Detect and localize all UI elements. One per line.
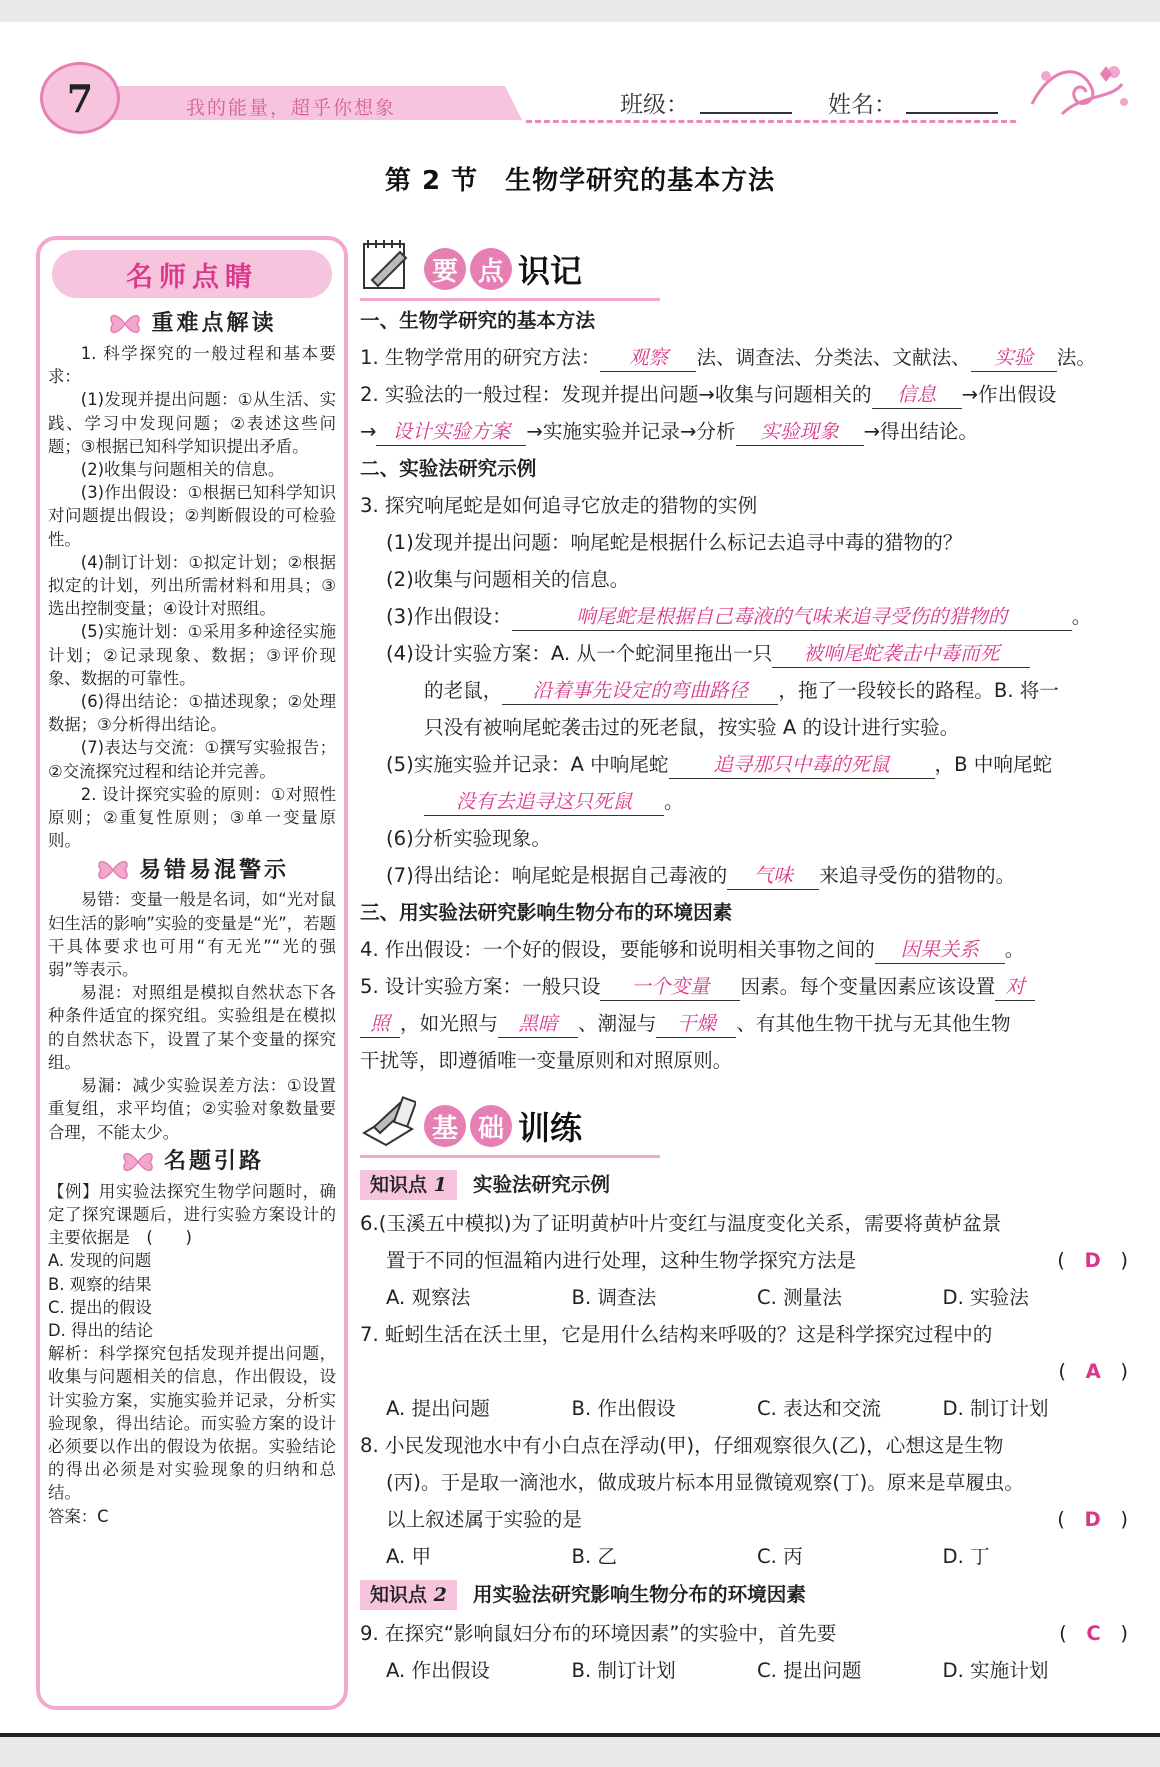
answer-paren: ( A ) [1058, 1360, 1128, 1383]
q3-step-cont: 只没有被响尾蛇袭击过的死老鼠，按实验 A 的设计进行实验。 [424, 716, 960, 739]
q3-step: (6)分析实验现象。 [386, 827, 551, 850]
knowledge-point-1: 知识点 1 实验法研究示例 [360, 1165, 1128, 1205]
q3-step: (2)收集与问题相关的信息。 [386, 568, 630, 591]
sidebar-text: (5)实施计划：①采用多种途径实施计划；②记录现象、数据；③评价现象、数据的可靠性。 [48, 622, 336, 688]
example-answer: 答案：C [48, 1506, 109, 1526]
section-header-training [360, 1093, 1128, 1153]
answer-blank: 实验现象 [736, 419, 864, 446]
subheading: 一、生物学研究的基本方法 [360, 309, 596, 332]
q3-step: (1)发现并提出问题：响尾蛇是根据什么标记去追寻中毒的猎物的？ [386, 531, 963, 554]
option: C. 测量法 [757, 1286, 842, 1309]
sidebar-text: (7)表达与交流：①撰写实验报告；②交流探究过程和结论并完善。 [48, 738, 336, 781]
answer-blank: 照 [360, 1011, 400, 1038]
option: A. 观察法 [386, 1286, 471, 1309]
main-content [360, 236, 1128, 1689]
q5-cont: 照 ，如光照与 黑暗 、潮湿与 干燥 、有其他生物干扰与无其他生物 [360, 1005, 1128, 1042]
answer-blank: 没有去追寻这只死鼠 [424, 789, 664, 816]
option: D. 实施计划 [942, 1659, 1049, 1682]
q3: 3. 探究响尾蛇是如何追寻它放走的猎物的实例 [360, 494, 758, 517]
sidebar-text: 2. 设计探究实验的原则：①对照性原则；②重复性原则；③单一变量原则。 [48, 784, 336, 851]
section-title: 第 2 节 生物学研究的基本方法 [384, 166, 776, 196]
sidebar-text: (3)作出假设：①根据已知科学知识对问题提出假设；②判断假设的可检验性。 [48, 483, 336, 549]
option: C. 表达和交流 [757, 1397, 882, 1420]
q8-cont: (丙)。于是取一滴池水，做成玻片标本用显微镜观察(丁)。原来是草履虫。 [386, 1471, 1024, 1494]
sidebar-subheading-example: 名题引路 [48, 1148, 336, 1176]
butterfly-icon [107, 310, 143, 338]
sidebar-text: 易错：变量一般是名词，如“光对鼠妇生活的影响”实验的变量是“光”，若题干具体要求也可用“有无光”“光的强弱”等表示。 [48, 890, 336, 980]
q5-cont: 干扰等，即遵循唯一变量原则和对照原则。 [360, 1049, 733, 1072]
section-header-key-points [360, 236, 1128, 296]
example-analysis: 解析：科学探究包括发现并提出问题，收集与问题相关的信息，作出假设，设计实验方案，实施实验并记录，分析实验现象，得出结论。而实验方案的设计必须要以作出的假设为依据。实验结论的得出必须是对实验现象的归纳和总结。 [48, 1344, 336, 1503]
knowledge-point-2: 知识点 2 用实验法研究影响生物分布的环境因素 [360, 1575, 1128, 1615]
sidebar-subheading-warnings: 易错易混警示 [48, 856, 336, 884]
knowledge-point-tag: 知识点 1 [360, 1170, 457, 1200]
q3-step-cont: 没有去追寻这只死鼠 。 [360, 783, 1128, 820]
option: A. 甲 [386, 1545, 432, 1568]
sidebar-subheading-key-points: 重难点解读 [48, 310, 336, 338]
answer-paren: ( D ) [1057, 1249, 1128, 1272]
name-blank [906, 112, 998, 114]
answer-blank: 因果关系 [875, 937, 1005, 964]
bottom-gray-band [0, 1737, 1160, 1767]
q3-step-cont: 的老鼠， 沿着事先设定的弯曲路径 ，拖了一段较长的路程。B. 将一 [360, 672, 1128, 709]
training-body [360, 1165, 1128, 1689]
q2-cont: → 设计实验方案 →实施实验并记录→分析 实验现象 →得出结论。 [360, 413, 1128, 450]
answer-blank: 实验 [971, 345, 1057, 372]
option: B. 制订计划 [571, 1659, 676, 1682]
subheading: 二、实验法研究示例 [360, 457, 537, 480]
q3-step: (5)实施实验并记录：A 中响尾蛇 追寻那只中毒的死鼠 ，B 中响尾蛇 [360, 746, 1128, 783]
answer-blank: 黑暗 [498, 1011, 578, 1038]
q6-options [360, 1279, 1128, 1316]
top-gray-band [0, 0, 1160, 22]
sidebar-text: 1. 科学探究的一般过程和基本要求： [48, 344, 336, 387]
q9-options [360, 1652, 1128, 1689]
q8-options [360, 1538, 1128, 1575]
sidebar-title-pill [52, 250, 332, 298]
option: A. 作出假设 [386, 1659, 490, 1682]
answer-blank: 被响尾蛇袭击中毒而死 [772, 641, 1030, 668]
q9: 9. 在探究“影响鼠妇分布的环境因素”的实验中，首先要 ( C ) [360, 1615, 1128, 1652]
sidebar-tips [36, 236, 348, 1710]
name-label: 姓名： [828, 92, 897, 118]
class-label: 班级： [620, 92, 689, 118]
q8: 8. 小民发现池水中有小白点在浮动(甲)，仔细观察很久(乙)，心想这是生物 [360, 1434, 1004, 1457]
q4: 4. 作出假设：一个好的假设，要能够和说明相关事物之间的 因果关系 。 [360, 931, 1128, 968]
answer-blank: 一个变量 [600, 974, 740, 1001]
class-blank [700, 112, 792, 114]
header-text: 训练 [518, 1109, 583, 1147]
q7-cont [360, 1353, 1128, 1390]
subheading: 三、用实验法研究影响生物分布的环境因素 [360, 901, 733, 924]
option: B. 乙 [571, 1545, 617, 1568]
answer-blank: 对 [995, 974, 1035, 1001]
butterfly-icon [95, 856, 131, 884]
q7-options [360, 1390, 1128, 1427]
sidebar-text: (2)收集与问题相关的信息。 [80, 460, 285, 480]
sidebar-text: (6)得出结论：①描述现象；②处理数据；③分析得出结论。 [48, 692, 336, 735]
q3-step: (3)作出假设： 响尾蛇是根据自己毒液的气味来追寻受伤的猎物的 。 [360, 598, 1128, 635]
floral-ornament-icon [1022, 54, 1132, 124]
sidebar-body [48, 306, 336, 1528]
answer-blank: 信息 [872, 382, 962, 409]
sidebar-title: 名师点睛 [126, 261, 258, 293]
q3-step: (4)设计实验方案：A. 从一个蛇洞里拖出一只 被响尾蛇袭击中毒而死 [360, 635, 1128, 672]
answer-blank: 沿着事先设定的弯曲路径 [502, 678, 778, 705]
q3-step: (7)得出结论：响尾蛇是根据自己毒液的 气味 来追寻受伤的猎物的。 [360, 857, 1128, 894]
answer-blank: 响尾蛇是根据自己毒液的气味来追寻受伤的猎物的 [512, 604, 1072, 631]
notebook-pen-icon [360, 1093, 416, 1149]
example-option: A. 发现的问题 [48, 1251, 152, 1271]
page-number: 7 [40, 62, 120, 134]
answer-blank: 气味 [727, 863, 819, 890]
option: B. 调查法 [571, 1286, 657, 1309]
answer-blank: 追寻那只中毒的死鼠 [669, 752, 935, 779]
sidebar-text: 易混：对照组是模拟自然状态下各种条件适宜的探究组。实验组是在模拟的自然状态下，设置了某个变量的探究组。 [48, 983, 336, 1072]
sidebar-text: 易漏：减少实验误差方法：①设置重复组，求平均值；②实验对象数量要合理，不能太少。 [48, 1076, 336, 1142]
motto: 我的能量，超乎你想象 [186, 97, 397, 119]
q2: 2. 实验法的一般过程：发现并提出问题→收集与问题相关的 信息 →作出假设 [360, 376, 1128, 413]
answer-blank: 设计实验方案 [376, 419, 526, 446]
option: C. 提出问题 [757, 1659, 862, 1682]
header-bubble: 基 [424, 1105, 466, 1147]
header-bubble: 础 [470, 1105, 512, 1147]
q8-cont: 以上叙述属于实验的是 ( D ) [360, 1501, 1128, 1538]
sidebar-text: (1)发现并提出问题：①从生活、实践、学习中发现问题；②表述这些问题；③根据已知科学知识提出矛盾。 [48, 390, 336, 456]
sidebar-text: (4)制订计划：①拟定计划；②根据拟定的计划，列出所需材料和用具；③选出控制变量；④设计对照组。 [48, 552, 336, 619]
example-option: D. 得出的结论 [48, 1320, 153, 1340]
q5: 5. 设计实验方案：一般只设 一个变量 因素。每个变量因素应该设置 对 [360, 968, 1128, 1005]
option: D. 丁 [942, 1545, 990, 1568]
answer-blank: 观察 [600, 345, 696, 372]
notepad-pencil-icon [360, 236, 416, 292]
example-option: C. 提出的假设 [48, 1297, 152, 1317]
option: D. 制订计划 [942, 1397, 1049, 1420]
butterfly-icon [120, 1148, 156, 1176]
header-dashed-line [526, 120, 1016, 123]
answer-paren: ( C ) [1059, 1622, 1128, 1645]
q6: 6.(玉溪五中模拟)为了证明黄栌叶片变红与温度变化关系，需要将黄栌盆景 [360, 1212, 1002, 1235]
example-option: B. 观察的结果 [48, 1274, 152, 1294]
key-points-body [360, 302, 1128, 1079]
answer-paren: ( D ) [1057, 1508, 1128, 1531]
option: D. 实验法 [942, 1286, 1029, 1309]
header-underline [360, 1155, 660, 1158]
header-underline [360, 298, 660, 301]
q1: 1. 生物学常用的研究方法： 观察 法、调查法、分类法、文献法、 实验 法。 [360, 339, 1128, 376]
header-bubble: 点 [470, 248, 512, 290]
q6-cont: 置于不同的恒温箱内进行处理，这种生物学探究方法是 ( D ) [360, 1242, 1128, 1279]
q7: 7. 蚯蚓生活在沃土里，它是用什么结构来呼吸的？这是科学探究过程中的 [360, 1323, 993, 1346]
header-text: 识记 [518, 252, 583, 290]
option: B. 作出假设 [571, 1397, 676, 1420]
answer-blank: 干燥 [656, 1011, 736, 1038]
header-bubble: 要 [424, 248, 466, 290]
option: A. 提出问题 [386, 1397, 490, 1420]
option: C. 丙 [757, 1545, 803, 1568]
knowledge-point-tag: 知识点 2 [360, 1580, 457, 1610]
example-question: 【例】用实验法探究生物学问题时，确定了探究课题后，进行实验方案设计的主要依据是 ( ) [48, 1181, 336, 1248]
